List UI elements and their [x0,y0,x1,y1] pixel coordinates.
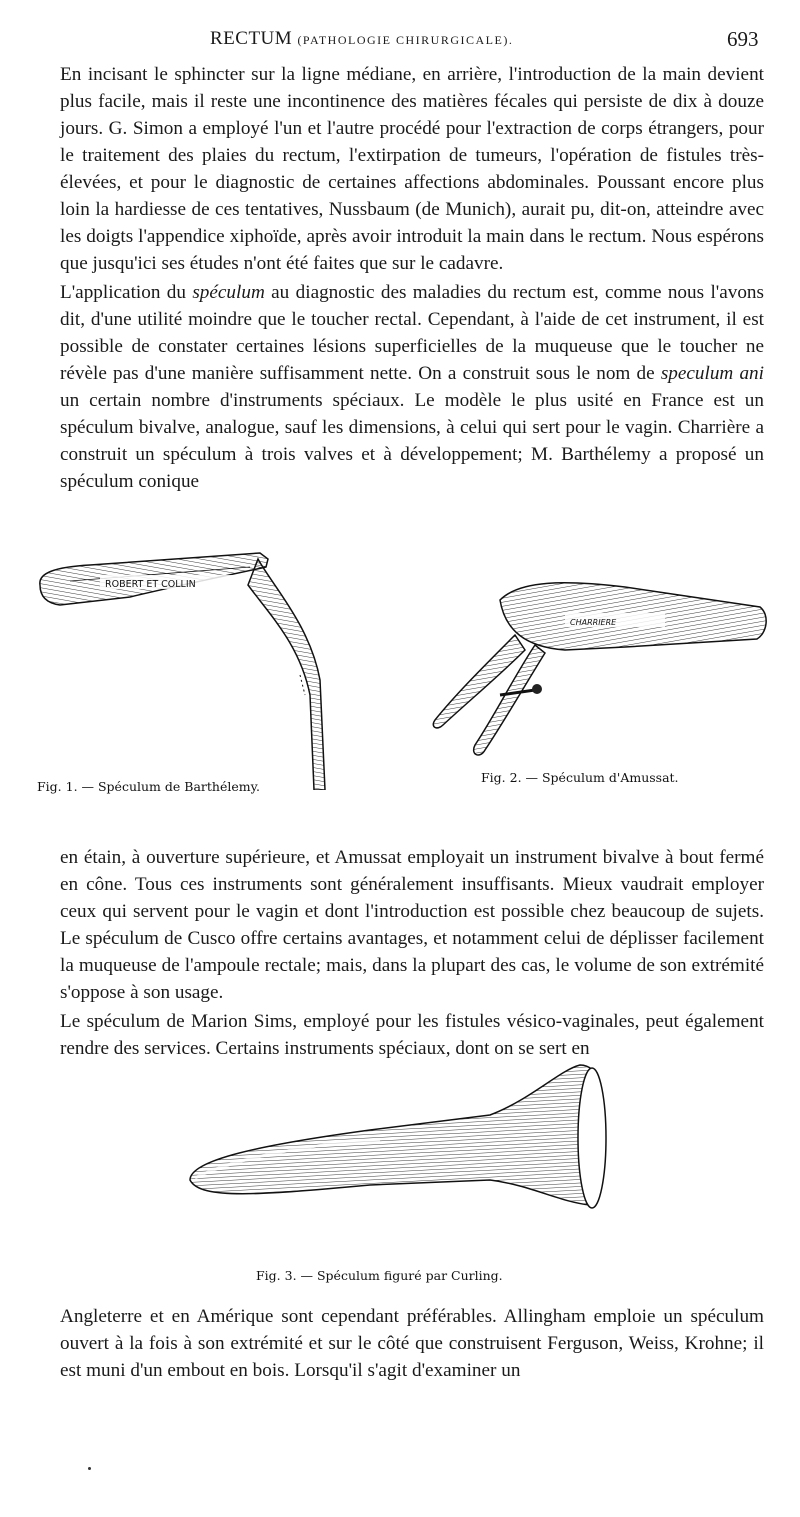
term-speculum: spéculum [192,282,265,303]
paragraph-marion-sims: Le spéculum de Marion Sims, employé pour les fistules vésico-vaginales, peut également rendre des services. Certains instruments spéciaux, dont on se sert en [60,1011,764,1059]
paragraph-speculum-part3: un certain nombre d'instruments spéciaux. Le modèle le plus usité en France est un spéculum bivalve, analogue, sauf les dimensions, à celui qui sert pour le vagin. Charrière a construit un spéculum à trois valves et à développement; M. Barthélemy a proposé un spéculum conique [60,390,764,492]
paragraph-speculum [60,279,764,495]
body-text-top [60,61,764,495]
figure-2-amussat-speculum [425,575,775,765]
figure-3-caption: Fig. 3. — Spéculum figuré par Curling. [256,1268,503,1283]
fig2-engraving: CHARRIERE [570,618,617,627]
running-header [0,28,800,54]
body-text-bottom [60,1303,764,1384]
figure-1-caption: Fig. 1. — Spéculum de Barthélemy. [37,779,260,794]
running-title-sub: (PATHOLOGIE CHIRURGICALE). [297,33,514,47]
paragraph-allingham: Angleterre et en Amérique sont cependant préférables. Allingham emploie un spéculum ouvert à la fois à son extrémité et sur le côté que construisent Ferguson, Weiss, Krohne; il est muni d'un embout en bois. Lorsqu'il s'agit d'examiner un [60,1306,764,1381]
page-number: 693 [727,27,759,51]
term-speculum-ani: speculum ani [660,363,764,384]
paragraph-instruments: en étain, à ouverture supérieure, et Amussat employait un instrument bivalve à bout fermé en cône. Tous ces instruments sont généralement insuffisants. Mieux vaudrait employer ceux qui servent pour le vagin et dont l'introduction est possible chez beaucoup de sujets. Le spéculum de Cusco offre certains avantages, et notamment celui de déplisser facilement la muqueuse de l'ampoule rectale; mais, dans la plupart des cas, le volume de son extrémité s'oppose à son usage. [60,847,764,1003]
running-title [210,28,513,50]
running-title-main: RECTUM [210,28,293,49]
figure-2-caption: Fig. 2. — Spéculum d'Amussat. [481,770,679,785]
figure-1-barthelemy-speculum [30,545,330,790]
paragraph-speculum-part2: au diagnostic des maladies du rectum est, comme nous l'avons dit, d'une utilité moindre que le toucher rectal. Cependant, à l'aide de cet instrument, il est possible de constater certaines lésions superficielles de la muqueuse que le toucher ne révèle pas d'une manière suffisamment nette. On a construit sous le nom de [60,282,764,384]
body-text-middle [60,844,764,1062]
speck [88,1467,91,1470]
paragraph-nussbaum: En incisant le sphincter sur la ligne médiane, en arrière, l'introduction de la main devient plus facile, mais il reste une incontinence des matières fécales qui persiste de dix à douze jours. G. Simon a employé l'un et l'autre procédé pour l'extraction de corps étrangers, pour le traitement des plaies du rectum, l'extirpation de tumeurs, l'opération de fistules très-élevées, et pour le diagnostic de certaines affections abdominales. Poussant encore plus loin la hardiesse de ces tentatives, Nussbaum (de Munich), aurait pu, dit-on, atteindre avec les doigts l'appendice xiphoïde, après avoir introduit la main dans le rectum. Nous espérons que jusqu'ici ses études n'ont été faites que sur le cadavre. [60,64,764,274]
figure-3-curling-speculum [180,1060,620,1260]
fig1-engraving: ROBERT ET COLLIN [105,579,196,590]
paragraph-speculum-part1: L'application du [60,282,193,303]
